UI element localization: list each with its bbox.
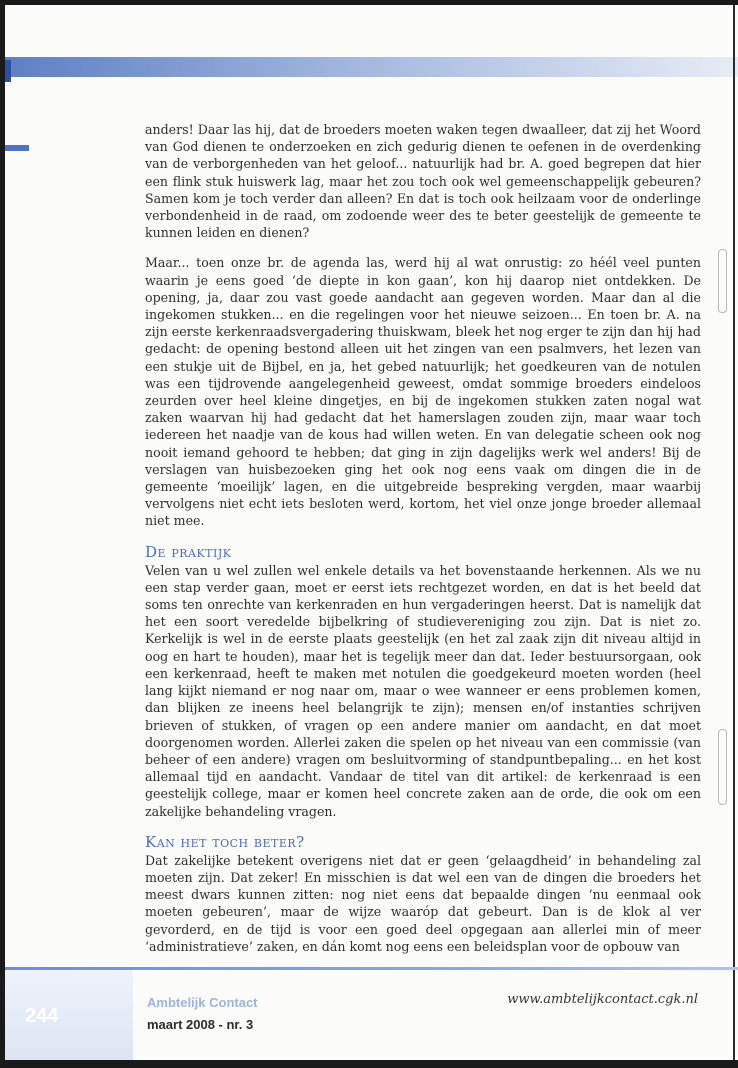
- page-edge: [733, 5, 735, 1060]
- binding-clip: [718, 729, 727, 805]
- magazine-issue: maart 2008 - nr. 3: [147, 1017, 254, 1032]
- page-number: 244: [25, 1005, 59, 1027]
- magazine-name: Ambtelijk Contact: [147, 995, 258, 1010]
- article-paragraph: anders! Daar las hij, dat de broeders moeten waken tegen dwaalleer, dat zij het Woord van God dienen te onderzoeken en zich gedurig dienen te oefenen in de overdenking van de verborgenheden van het geloof... natuurlijk had br. A. goed begrepen dat hier een flink stuk huiswerk lag, maar het zou toch ook wel gemeenschappelijk gebeuren? Samen kom je toch verder dan alleen? En dat is toch ook heilzaam voor de onderlinge verbondenheid in de raad, om zodoende weer des te beter geestelijk de gemeente te kunnen leiden en dienen?: [145, 122, 701, 241]
- section-heading: Kan het toch beter?: [145, 832, 305, 851]
- binding-clip: [718, 249, 727, 313]
- article-paragraph: Dat zakelijke betekent overigens niet dat er geen ‘gelaagdheid’ in behandeling zal moeten zijn. Dat zeker! En misschien is dat wel een van de dingen die broeders het meest dwars kunnen zitten: nog niet eens dat bepaalde dingen ‘nu eenmaal ook moeten gebeuren’, maar de wijze waaróp dat gebeurt. Dan is de klok al ver gevorderd, en de tijd is voor een goed deel opgegaan aan allerlei min of meer ‘administratieve’ zaken, en dán komt nog eens een beleidsplan voor de opbouw van: [145, 852, 701, 954]
- section-heading: De praktijk: [145, 542, 232, 561]
- website-link[interactable]: www.ambtelijkcontact.cgk.nl: [507, 992, 698, 1007]
- header-color-band: [5, 57, 738, 77]
- article-paragraph: Velen van u wel zullen wel enkele details va het bovenstaande herkennen. Als we nu een stap verder gaan, moet er eerst iets rechtgezet worden, en dat is het beeld dat soms ten onrechte van kerkenraden en hun vergaderingen heerst. Dat is namelijk dat het een soort veredelde bijbelkring of studievereniging zou zijn. Dat is niet zo. Kerkelijk is wel in de eerste plaats geestelijk (en het zal zaak zijn dit niveau altijd in oog en hart te houden), maar het is tegelijk meer dan dat. Ieder bestuursorgaan, ook een kerkenraad, heeft te maken met notulen die goedgekeurd moeten worden (heel lang kijkt niemand er nog naar om, maar o wee wanneer er eens problemen komen, dan blijken ze ineens heel belangrijk te zijn); mensen en/of instanties schrijven brieven of stukken, of vragen op een andere manier om aandacht, en dat moet doorgenomen worden. Allerlei zaken die spelen op het niveau van een commissie (van beheer of een andere) vragen om besluitvorming of standpuntbepaling... en het kost allemaal tijd en aandacht. Vandaar de titel van dit artikel: de kerkenraad is een geestelijk college, maar er komen heel concrete zaken aan de orde, die ook om een zakelijke behandeling vragen.: [145, 562, 701, 819]
- article-paragraph: Maar... toen onze br. de agenda las, werd hij al wat onrustig: zo héél veel punten waarin je eens goed ‘de diepte in kon gaan’, kon hij daarop niet ontdekken. De opening, ja, daar zou vast goede aandacht aan gegeven worden. Maar dan al die ingekomen stukken... en die regelingen voor het nieuwe seizoen... En toen br. A. na zijn eerste kerkenraadsvergadering thuiskwam, bleek het nog erger te zijn dan hij had gedacht: de opening bestond alleen uit het zingen van een psalmvers, het lezen van een stukje uit de Bijbel, en ja, het gebed natuurlijk; het goedkeuren van de notulen was een tijdrovende aangelegenheid geweest, omdat sommige broeders eindeloos zeurden over heel kleine dingetjes, en bij de ingekomen stukken zaten nogal wat zaken waarvan hij had gedacht dat het hamerslagen zouden zijn, maar waar toch iedereen het naadje van de kous had willen weten. En van delegatie scheen ook nog nooit iemand gehoord te hebben; dat ging in zijn dagelijks werk wel anders! Bij de verslagen van huisbezoeken ging het ook nog eens vaak om dingen die in de gemeente ‘moeilijk’ lagen, en die uitgebreide bespreking vergden, maar waarbij vervolgens niet echt iets besloten werd, kortom, het viel onze jonge broeder allemaal niet mee.: [145, 255, 701, 529]
- magazine-page: [5, 5, 738, 1060]
- left-margin-tab: [5, 145, 29, 151]
- article-body: [145, 121, 701, 968]
- left-margin-marker: [5, 60, 11, 82]
